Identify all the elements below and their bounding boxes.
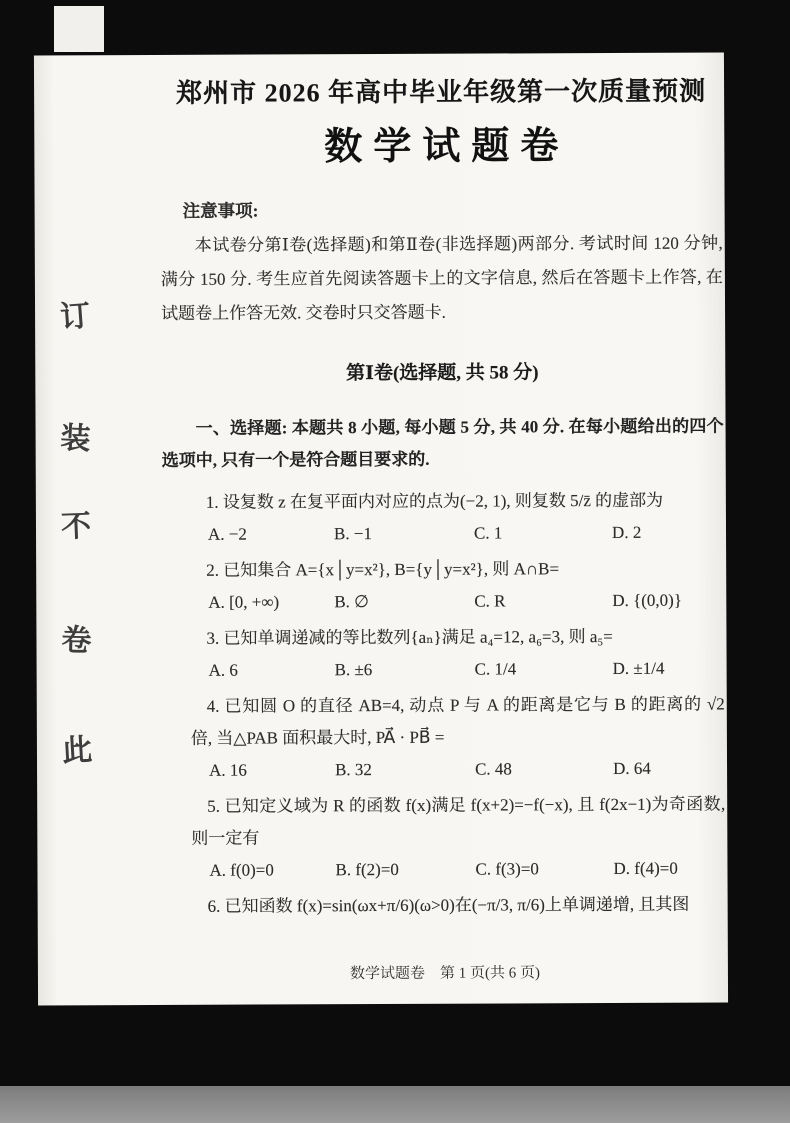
option-c: C. 1 bbox=[473, 523, 503, 543]
option-d: D. {(0,0)} bbox=[612, 590, 683, 610]
option-c: C. R bbox=[474, 591, 506, 611]
exam-subtitle: 数学试题卷 bbox=[324, 125, 570, 169]
option-b: B. f(2)=0 bbox=[335, 859, 399, 880]
option-b: B. 32 bbox=[335, 760, 372, 780]
question-2 bbox=[162, 553, 724, 617]
margin-char: 装 bbox=[59, 421, 92, 457]
exam-title: 郑州市 2026 年高中毕业年级第一次质量预测 bbox=[176, 76, 707, 108]
option-c: C. f(3)=0 bbox=[475, 859, 539, 879]
question-4 bbox=[163, 689, 725, 785]
exam-page bbox=[34, 52, 728, 1005]
margin-char: 不 bbox=[60, 509, 92, 544]
question-options bbox=[163, 655, 725, 685]
question-stem: 3. 已知单调递减的等比数列{aₙ}满足 a₄=12, a₆=3, 则 a₅= bbox=[206, 626, 613, 648]
question-stem: 5. 已知定义域为 R 的函数 f(x)满足 f(x+2)=−f(−x), 且 f(2x−1)为奇函数, 则一定有 bbox=[191, 794, 726, 848]
section-intro: 一、选择题: 本题共 8 小题, 每小题 5 分, 共 40 分. 在每小题给出的四个选项中, 只有一个是符合题目要求的. bbox=[161, 416, 724, 470]
notice-body: 本试卷分第Ⅰ卷(选择题)和第Ⅱ卷(非选择题)两部分. 考试时间 120 分钟, 满分 150 分. 考生应首先阅读答题卡上的文字信息, 然后在答题卡上作答, 在试题卷上作答无效. 交卷时只交答题卡. bbox=[160, 233, 723, 323]
option-b: B. ∅ bbox=[334, 592, 370, 612]
option-c: C. 1/4 bbox=[474, 659, 517, 679]
question-options bbox=[162, 587, 724, 617]
margin-char: 此 bbox=[61, 733, 94, 769]
option-d: D. 2 bbox=[611, 522, 642, 542]
question-options bbox=[162, 519, 724, 549]
section-heading: 第Ⅰ卷(选择题, 共 58 分) bbox=[345, 362, 539, 385]
option-c: C. 48 bbox=[475, 759, 512, 779]
question-stem: 2. 已知集合 A={x│y=x²}, B={y│y=x²}, 则 A∩B= bbox=[206, 559, 560, 580]
option-a: A. 16 bbox=[209, 760, 247, 780]
option-a: A. 6 bbox=[208, 660, 238, 680]
margin-char: 订 bbox=[59, 299, 92, 335]
option-a: A. [0, +∞) bbox=[208, 592, 280, 612]
option-d: D. 64 bbox=[613, 758, 651, 778]
question-stem: 1. 设复数 z 在复平面内对应的点为(−2, 1), 则复数 5/z̄ 的虚部为 bbox=[205, 490, 664, 512]
option-d: D. f(4)=0 bbox=[613, 858, 678, 878]
option-b: B. ±6 bbox=[334, 660, 373, 680]
question-stem: 6. 已知函数 f(x)=sin(ωx+π/6)(ω>0)在(−π/3, π/6)上单调递增, 且其图 bbox=[207, 894, 690, 916]
question-5 bbox=[163, 789, 725, 885]
scan-corner-notch bbox=[54, 6, 104, 52]
page-content bbox=[160, 67, 726, 929]
question-3 bbox=[162, 621, 724, 685]
bottom-scanner-strip bbox=[0, 1086, 790, 1123]
margin-char: 卷 bbox=[60, 623, 92, 658]
question-options bbox=[163, 855, 725, 885]
option-d: D. ±1/4 bbox=[612, 658, 665, 678]
option-b: B. −1 bbox=[333, 524, 372, 544]
question-list bbox=[162, 485, 726, 923]
question-1 bbox=[162, 485, 724, 549]
page-footer: 数学试题卷 第 1 页(共 6 页) bbox=[349, 965, 540, 983]
option-a: A. f(0)=0 bbox=[209, 860, 274, 880]
option-a: A. −2 bbox=[207, 524, 247, 544]
question-stem: 4. 已知圆 O 的直径 AB=4, 动点 P 与 A 的距离是它与 B 的距离的 √2 倍, 当△PAB 面积最大时, PA⃗ · PB⃗ = bbox=[190, 694, 725, 748]
notice-heading: 注意事项: bbox=[182, 200, 259, 221]
question-options bbox=[163, 755, 725, 785]
question-6 bbox=[164, 888, 726, 922]
